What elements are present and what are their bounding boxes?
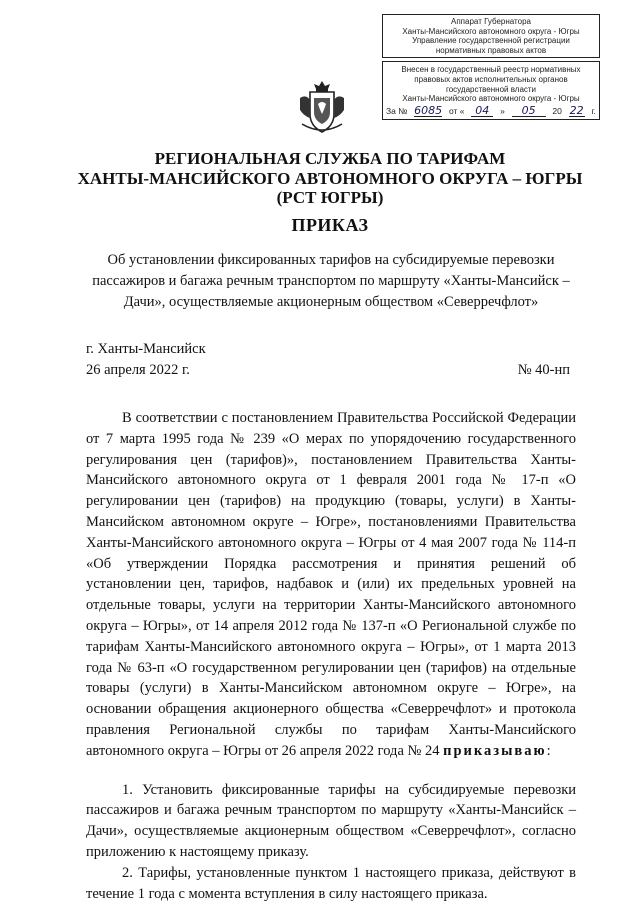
- coat-of-arms-icon: [294, 78, 350, 138]
- reg-year-prefix: 20: [552, 106, 562, 117]
- stamp-line: государственной власти: [445, 84, 537, 94]
- stamp-bottom-box: [382, 61, 600, 119]
- document-number: № 40-нп: [517, 362, 570, 378]
- stamp-line: правовых актов исполнительных органов: [414, 74, 568, 84]
- document-body: [86, 408, 576, 904]
- registration-stamp: [382, 14, 600, 132]
- document-type-title: ПРИКАЗ: [291, 215, 369, 235]
- stamp-top-box: [382, 14, 600, 58]
- order-item-2: 2. Тарифы, установленные пунктом 1 настоящего приказа, действуют в течение 1 года с момента вступления в силу настоящего приказа.: [86, 864, 576, 902]
- stamp-line: Ханты-Мансийского автономного округа - Югры: [402, 94, 580, 104]
- organization-header: [60, 149, 600, 208]
- reg-month: 05: [512, 105, 546, 117]
- order-colon: :: [546, 742, 551, 759]
- reg-year: 22: [569, 103, 584, 117]
- reg-suffix: г.: [591, 106, 596, 117]
- stamp-line: Аппарат Губернатора: [451, 17, 531, 26]
- stamp-line: нормативных правовых актов: [435, 45, 547, 55]
- stamp-line: Ханты-Мансийского автономного округа - Югры: [402, 26, 580, 36]
- stamp-registration-line: [386, 105, 596, 117]
- document-city: г. Ханты-Мансийск: [86, 341, 206, 357]
- reg-day: 04: [471, 105, 493, 117]
- header-line: РЕГИОНАЛЬНАЯ СЛУЖБА ПО ТАРИФАМ: [154, 149, 506, 168]
- header-line: (РСТ ЮГРЫ): [276, 188, 384, 207]
- reg-prefix: За №: [386, 106, 408, 117]
- order-word: приказываю: [443, 742, 547, 759]
- stamp-line: Внесен в государственный реестр нормативных: [401, 65, 581, 75]
- order-item-1: 1. Установить фиксированные тарифы на субсидируемые перевозки пассажиров и багажа речным транспортом по маршруту «Ханты-Мансийск – Дачи», осуществляемые акционерным обществом «Северречфлот», согласно приложению к настоящему приказу.: [86, 781, 576, 860]
- preamble-text: В соответствии с постановлением Правительства Российской Федерации от 7 марта 1995 года № 239 «О мерах по упорядочению государственного регулирования цен (тарифов)», постановлением Правительства Ханты-Мансийского автономного округа от 1 февраля 2001 года № 17-п «О регулировании цен (тарифов) на продукцию (товары, услуги) в Ханты-Мансийском автономном округе – Югре», постановлениями Правительства Ханты-Мансийского автономного округа – Югры от 4 мая 2007 года № 114-п «Об утверждении Порядка рассмотрения и принятия решений об установлении цен, тарифов, надбавок и (или) их предельных уровней на отдельные товары, услуги на территории Ханты-Мансийского автономного округа – Югры», от 14 апреля 2012 года № 137-п «О Региональной службе по тарифам Ханты-Мансийского автономного округа – Югры», от 1 марта 2013 года № 63-п «О государственном регулировании цен (тарифов) на отдельные товары (услуги) в Ханты-Мансийском автономном округе – Югре», на основании обращения акционерного общества «Северречфлот» и протокола правления Региональной службы по тарифам Ханты-Мансийского автономного округа – Югры от 26 апреля 2022 года № 24: [86, 410, 576, 759]
- reg-number: 6085: [414, 103, 443, 117]
- document-subject: Об установлении фиксированных тарифов на субсидируемые перевозки пассажиров и багажа речным транспортом по маршруту «Ханты-Мансийск – Дачи», осуществляемые акционерным обществом «Северречфлот»: [92, 252, 570, 310]
- stamp-line: Управление государственной регистрации: [412, 36, 570, 46]
- document-date: 26 апреля 2022 г.: [86, 362, 190, 378]
- reg-from: от «: [448, 106, 465, 117]
- header-line: ХАНТЫ-МАНСИЙСКОГО АВТОНОМНОГО ОКРУГА – ЮГРЫ: [77, 168, 583, 188]
- preamble-paragraph: [86, 408, 576, 762]
- reg-close: »: [500, 106, 505, 117]
